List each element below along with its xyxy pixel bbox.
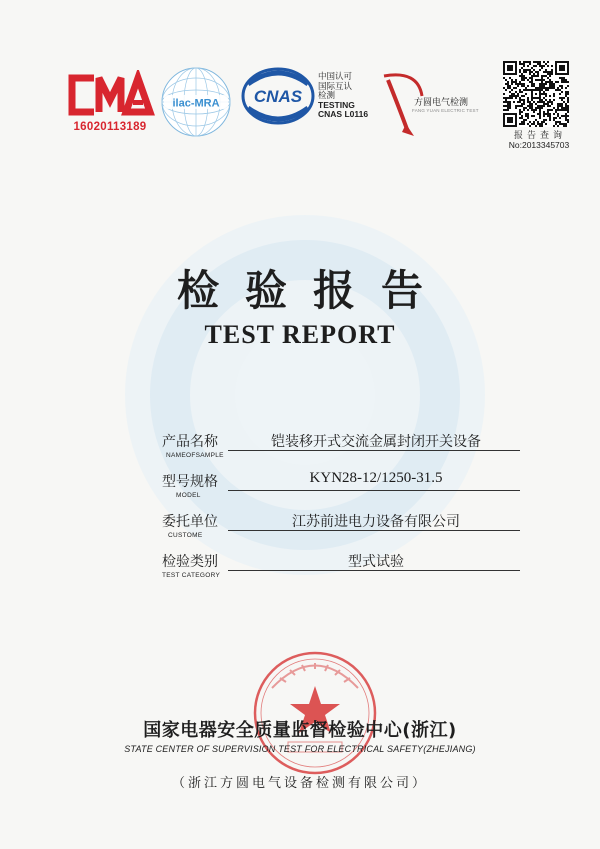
institution-name-en: STATE CENTER OF SUPERVISION TEST FOR ELECTRICAL SAFETY(ZHEJIANG) [124, 744, 476, 754]
field-customer [162, 511, 522, 551]
cma-code: 16020113189 [73, 121, 147, 133]
cma-logo [64, 70, 156, 120]
field-label-en: TEST CATEGORY [162, 572, 221, 579]
title-english: TEST REPORT [204, 320, 396, 349]
cnas-accreditation-text [318, 72, 368, 120]
official-seal [250, 648, 380, 778]
institution-name-cn: 国家电器安全质量监督检验中心(浙江) [143, 720, 457, 741]
fangyuan-name: 方圆电气检测 [414, 98, 469, 108]
field-value: 江苏前进电力设备有限公司 [292, 514, 460, 530]
field-value: KYN28-12/1250-31.5 [309, 470, 443, 486]
cnas-line: 中国认可 [318, 71, 353, 81]
cnas-logo-text: CNAS [253, 87, 303, 106]
field-underline [228, 450, 520, 451]
field-label-cn: 型号规格 [162, 474, 218, 490]
field-label-en: NAMEOFSAMPLE [166, 452, 224, 459]
field-model [162, 471, 522, 511]
fangyuan-sub: FANG YUAN ELECTRIC TEST [412, 108, 479, 113]
field-value: 铠装移开式交流金属封闭开关设备 [271, 434, 481, 450]
cnas-line: 检测 [318, 90, 336, 101]
cnas-logo [240, 66, 316, 126]
field-label-en: MODEL [176, 492, 201, 499]
cnas-line: CNAS L0116 [318, 109, 369, 120]
field-label-cn: 检验类别 [162, 554, 218, 570]
field-label-en: CUSTOME [168, 532, 203, 539]
field-test-category [162, 551, 522, 591]
field-value: 型式试验 [348, 554, 404, 570]
cnas-line: TESTING [318, 99, 355, 110]
qr-code[interactable] [503, 61, 569, 127]
field-sample-name [162, 431, 522, 471]
cnas-line: 国际互认 [318, 80, 353, 91]
title-chinese: 检验报告 [176, 266, 449, 315]
qr-caption: 报告查询 [513, 131, 566, 141]
ilac-logo-text: ilac-MRA [172, 97, 220, 110]
field-underline [228, 530, 520, 531]
company-name: （浙江方圆电气设备检测有限公司） [171, 776, 428, 791]
field-label-cn: 产品名称 [162, 434, 218, 450]
report-number: No:2013345703 [508, 140, 570, 150]
field-underline [228, 490, 520, 491]
ilac-mra-logo [160, 66, 232, 138]
field-label-cn: 委托单位 [162, 514, 218, 530]
field-underline [228, 570, 520, 571]
